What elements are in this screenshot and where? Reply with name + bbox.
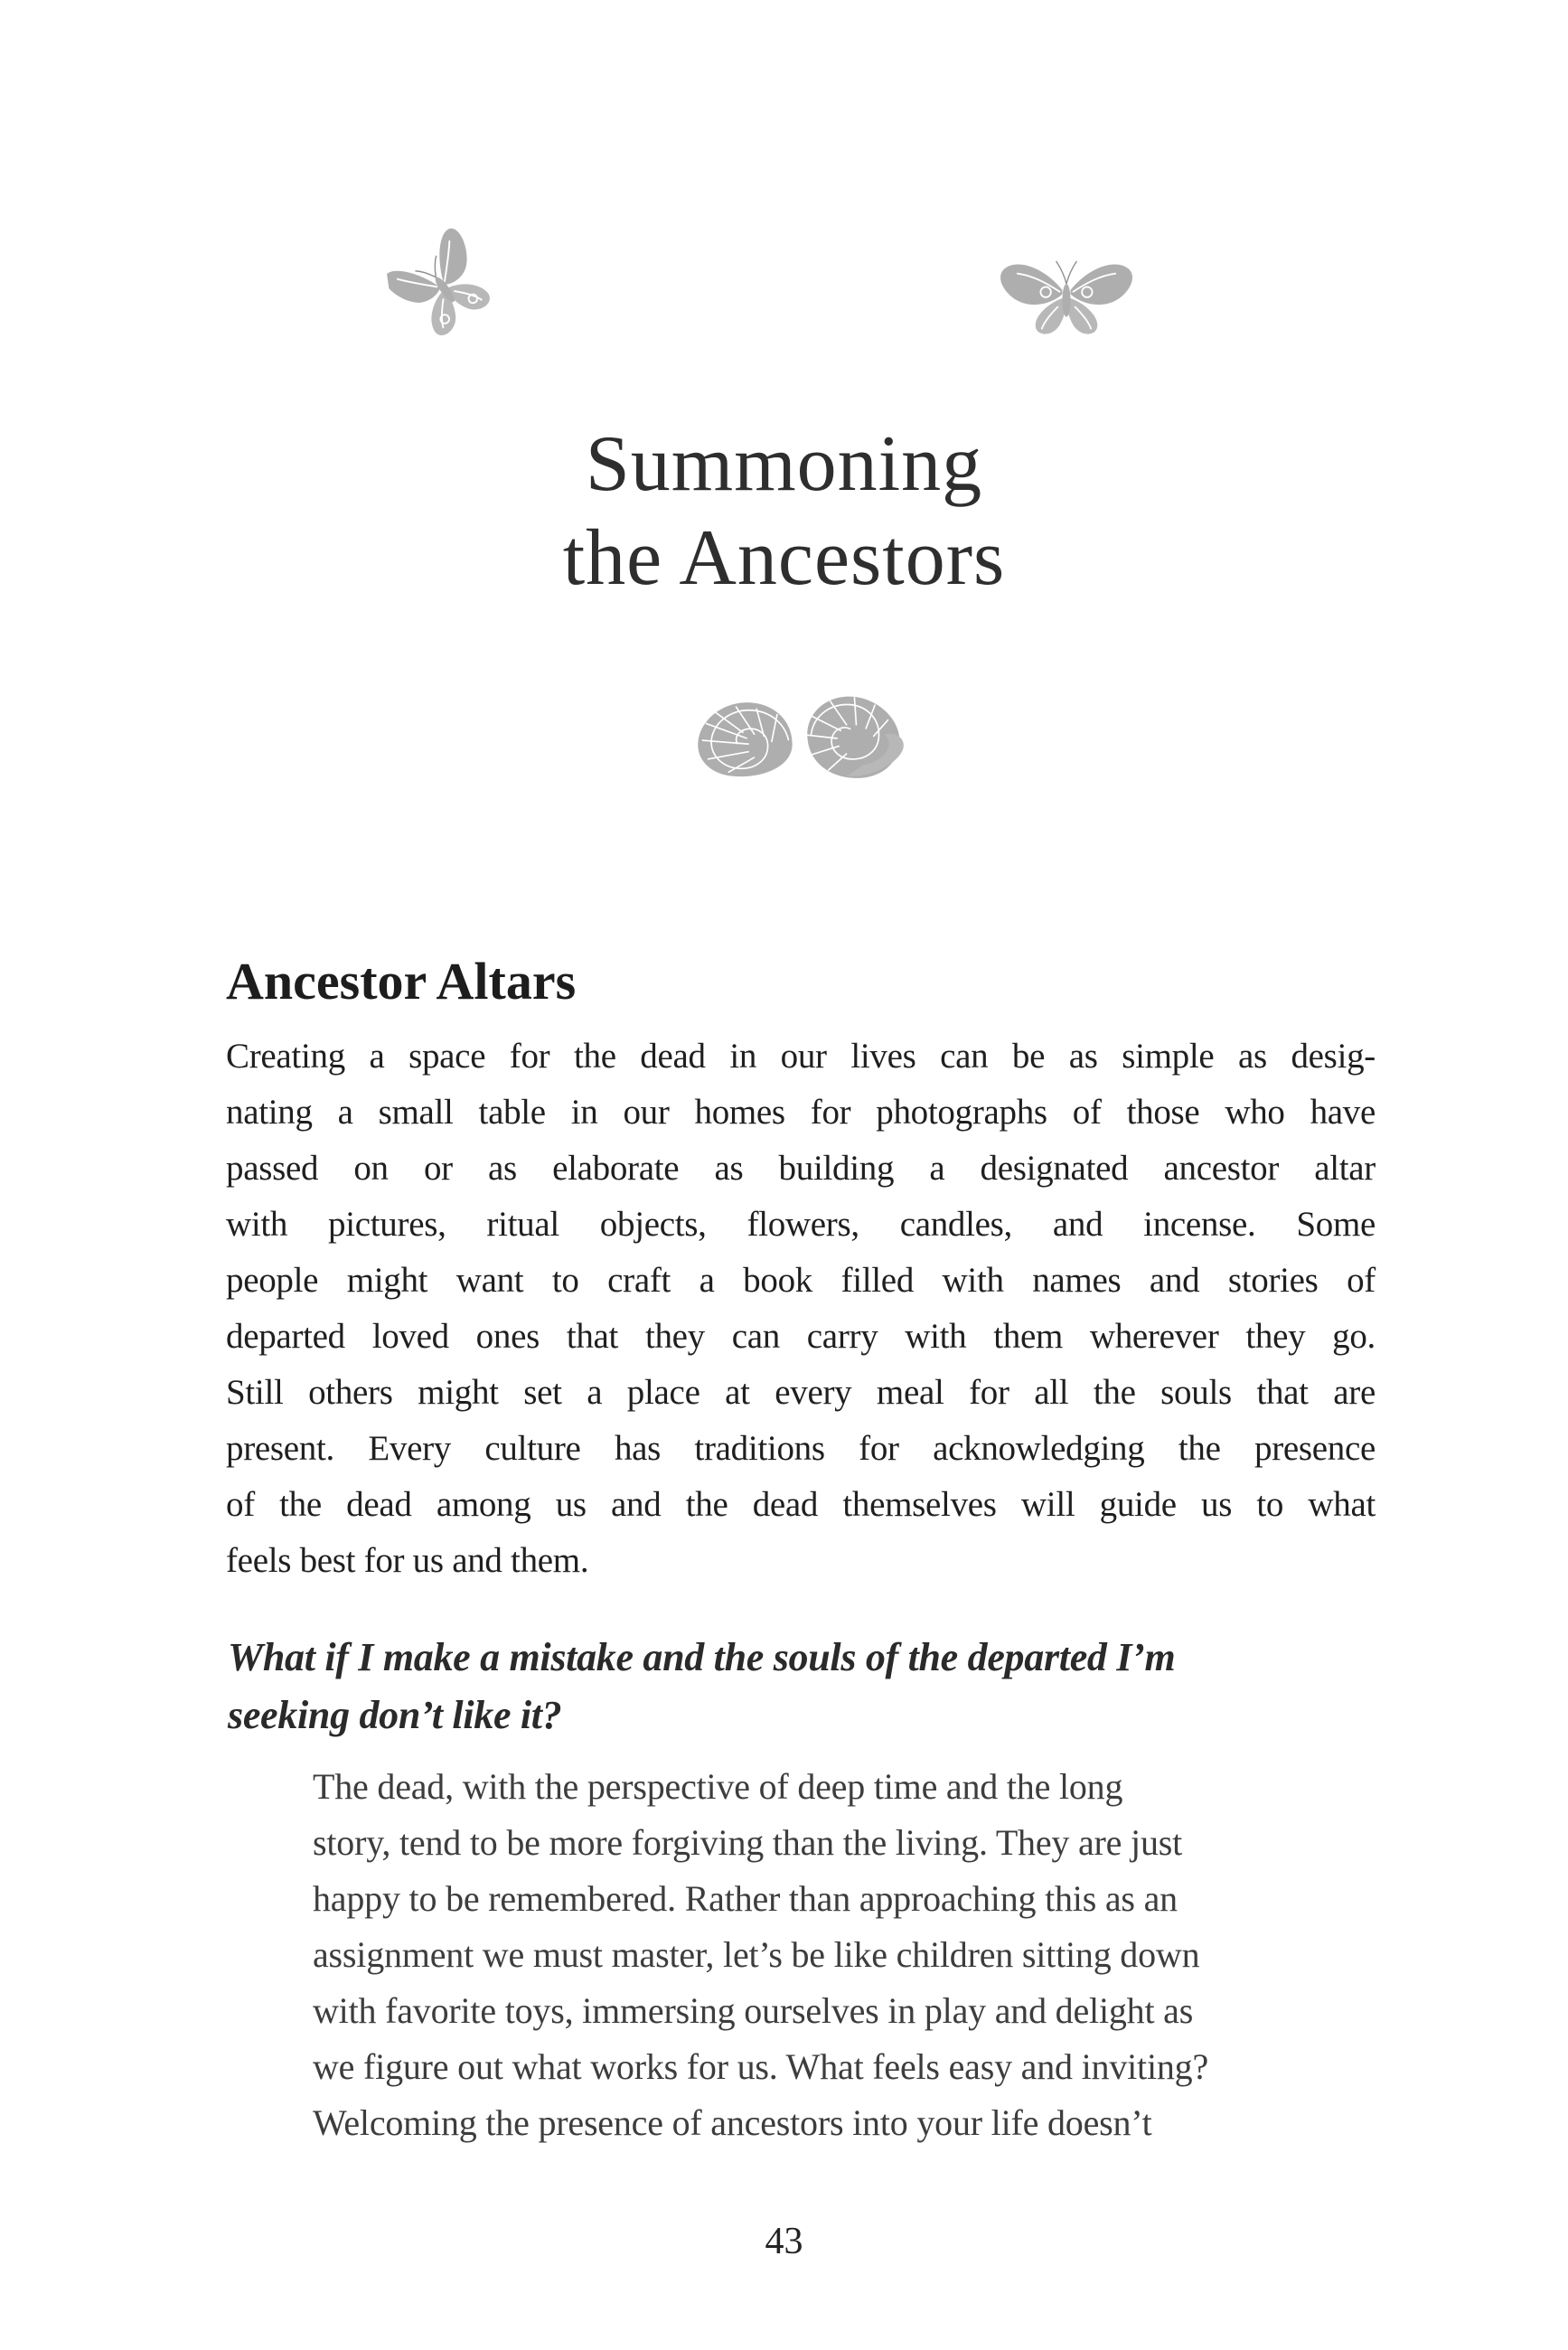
moth-icon	[994, 244, 1139, 352]
paragraph-line: passed on or as elaborate as building a designated ancestor altar	[226, 1149, 1376, 1188]
chapter-title	[0, 418, 1568, 606]
paragraph-line: present. Every culture has traditions for acknowledging the presence	[226, 1429, 1376, 1468]
paragraph-line: Creating a space for the dead in our lives can be as simple as desig-	[226, 1037, 1376, 1076]
paragraph-line: departed loved ones that they can carry with them wherever they go.	[226, 1317, 1376, 1356]
section-heading: Ancestor Altars	[226, 952, 577, 1010]
answer-line: with favorite toys, immersing ourselves in play and delight as	[313, 1990, 1194, 2031]
main-text-column	[226, 954, 1376, 1589]
butterfly-icon	[380, 214, 505, 350]
answer-line: The dead, with the perspective of deep time and the long	[313, 1766, 1123, 1807]
chapter-title-line-2: the Ancestors	[562, 514, 1006, 602]
answer-line: we figure out what works for us. What feels easy and inviting?	[313, 2046, 1209, 2087]
paragraph-line: people might want to craft a book filled with names and stories of	[226, 1261, 1376, 1300]
nautilus-shells-icon	[687, 685, 913, 792]
question-line: What if I make a mistake and the souls of the departed I’m	[228, 1635, 1176, 1679]
chapter-title-line-1: Summoning	[585, 420, 983, 508]
answer-paragraph	[313, 1759, 1361, 2151]
paragraph-line: of the dead among us and the dead themselves will guide us to what	[226, 1485, 1376, 1524]
paragraph-line: nating a small table in our homes for photographs of those who have	[226, 1093, 1376, 1132]
paragraph-line: feels best for us and them.	[226, 1541, 589, 1580]
question-line: seeking don’t like it?	[228, 1693, 562, 1737]
paragraph-line: with pictures, ritual objects, flowers, candles, and incense. Some	[226, 1205, 1376, 1244]
answer-line: assignment we must master, let’s be like children sitting down	[313, 1934, 1200, 1975]
answer-line: happy to be remembered. Rather than approaching this as an	[313, 1878, 1178, 1919]
page-number: 43	[765, 2221, 803, 2262]
body-paragraph	[226, 1029, 1376, 1589]
answer-line: story, tend to be more forgiving than the living. They are just	[313, 1822, 1183, 1863]
paragraph-line: Still others might set a place at every meal for all the souls that are	[226, 1373, 1376, 1412]
question-heading	[228, 1629, 1403, 1744]
answer-line: Welcoming the presence of ancestors into your life doesn’t	[313, 2102, 1152, 2143]
